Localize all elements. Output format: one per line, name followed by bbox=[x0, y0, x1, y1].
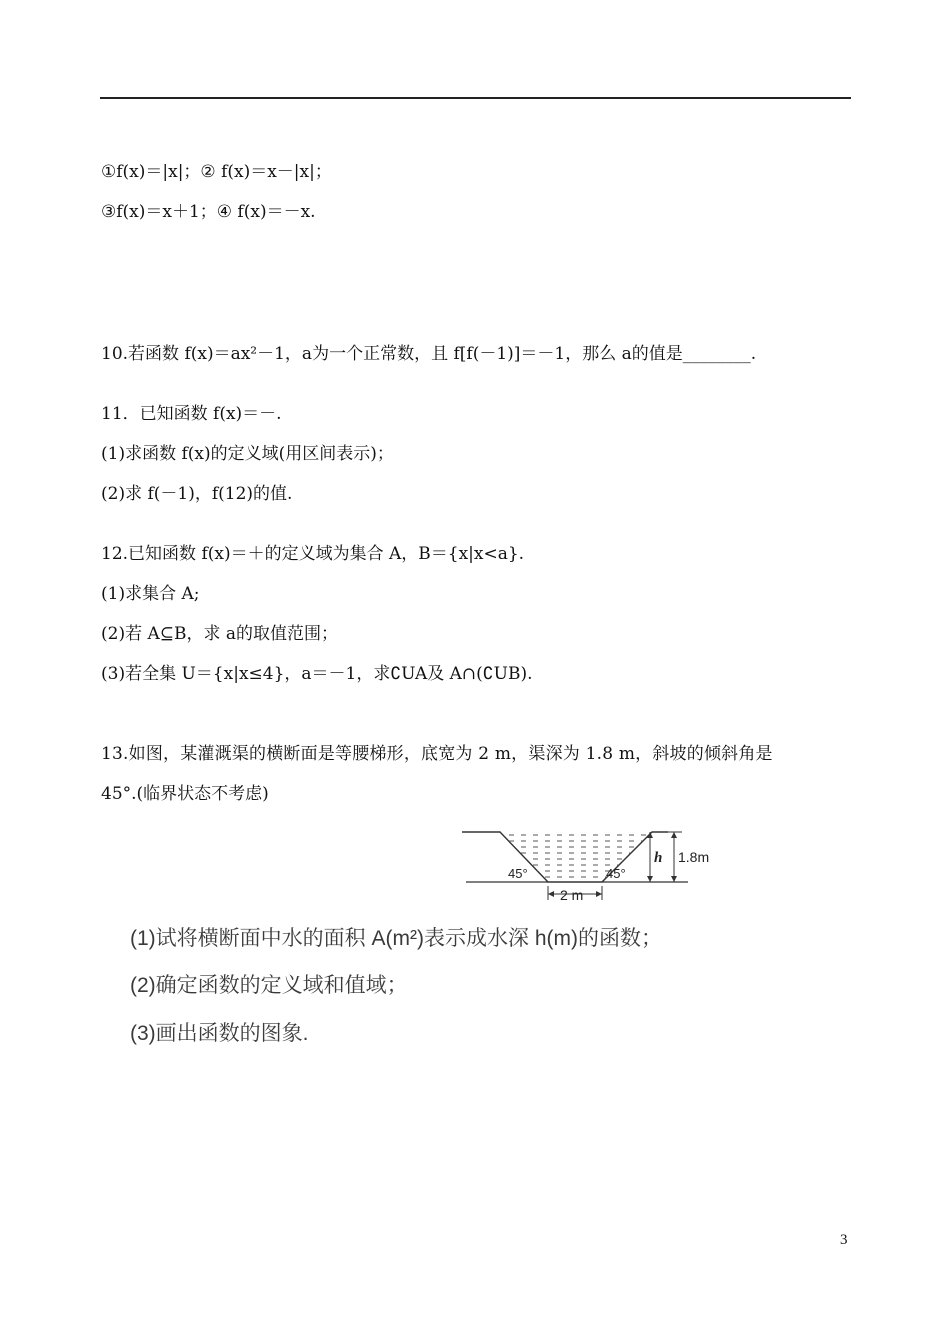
q12-part1: (1)求集合 A; bbox=[101, 584, 200, 604]
width-label: 2 m bbox=[560, 887, 584, 903]
q13-part1: (1)试将横断面中水的面积 A(m²)表示成水深 h(m)的函数； bbox=[130, 927, 662, 950]
q10-text: 10.若函数 f(x)＝ax²－1，a为一个正常数，且 f[f(－1)]＝－1，那么 a的值是________. bbox=[101, 344, 757, 364]
q11-part1: (1)求函数 f(x)的定义域(用区间表示)； bbox=[101, 444, 394, 464]
q12-part3: (3)若全集 U＝{x|x≤4}，a＝－1，求∁UA及 A∩(∁UB). bbox=[101, 664, 533, 684]
header-rule bbox=[100, 97, 851, 99]
channel-cross-section-figure bbox=[460, 826, 710, 906]
q13-stem-line2: 45°.(临界状态不考虑) bbox=[101, 784, 269, 804]
q11-part2: (2)求 f(－1)，f(12)的值. bbox=[101, 484, 293, 504]
q12-stem: 12.已知函数 f(x)＝＋的定义域为集合 A，B＝{x|x<a}. bbox=[101, 544, 525, 564]
q9-options-line2: ③f(x)＝x＋1；④ f(x)＝－x. bbox=[101, 202, 316, 222]
q9-options-line1: ①f(x)＝|x|；② f(x)＝x－|x|； bbox=[101, 162, 332, 182]
page-number: 3 bbox=[840, 1232, 848, 1248]
q13-part2: (2)确定函数的定义域和值域； bbox=[130, 974, 408, 997]
q11-stem: 11．已知函数 f(x)＝－. bbox=[101, 404, 282, 424]
depth-label: 1.8m bbox=[678, 849, 710, 865]
angle-right-label: 45° bbox=[606, 866, 626, 881]
q13-part3: (3)画出函数的图象. bbox=[130, 1022, 309, 1045]
q13-stem-line1: 13.如图，某灌溉渠的横断面是等腰梯形，底宽为 2 m，渠深为 1.8 m，斜坡的倾斜角是 bbox=[101, 744, 773, 764]
h-label: h bbox=[654, 850, 663, 866]
angle-left-label: 45° bbox=[508, 866, 528, 881]
q12-part2: (2)若 A⊆B，求 a的取值范围； bbox=[101, 624, 339, 644]
